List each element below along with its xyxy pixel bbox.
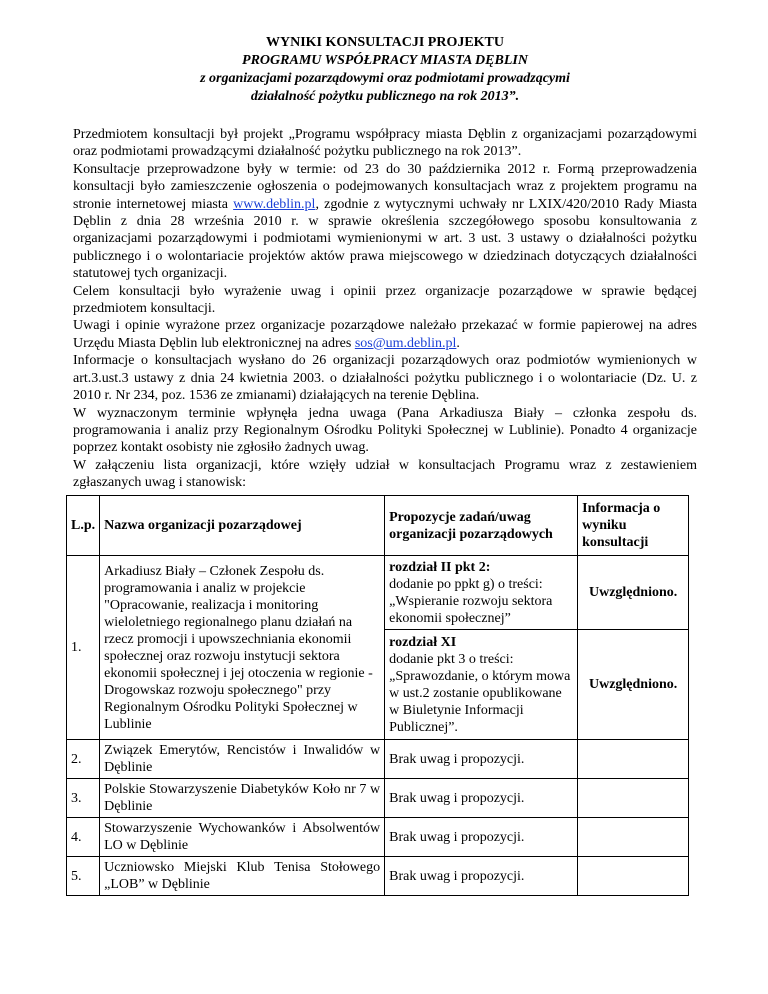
row1-proposal-1-text: dodanie po ppkt g) o treści: „Wspieranie rozwoju sektora ekonomii społecznej” bbox=[389, 576, 553, 626]
table-row bbox=[67, 556, 689, 630]
row1-lp: 1. bbox=[67, 556, 100, 740]
row-organization: Polskie Stowarzyszenie Diabetyków Koło nr 7 w Dęblinie bbox=[100, 779, 385, 818]
header-subtitle-line4: działalność pożytku publicznego na rok 2013”. bbox=[250, 89, 520, 104]
paragraph-information: Informacje o konsultacjach wysłano do 26 organizacji pozarządowych oraz podmiotów wymienionych w art.3.ust.3 ustawy z dnia 24 kwietnia 2003. o działalności pożytku publicznego i o wolontariacie (Dz. U. z 2010 r. Nr 234, poz. 1536 ze zmianami) działających na terenie Dęblina. bbox=[73, 353, 697, 404]
header-lp: L.p. bbox=[67, 496, 100, 556]
header-result: Informacja o wyniku konsultacji bbox=[578, 496, 689, 556]
row-organization: Stowarzyszenie Wychowanków i Absolwentów LO w Dęblinie bbox=[100, 818, 385, 857]
header-subtitle: PROGRAMU WSPÓŁPRACY MIASTA DĘBLIN bbox=[242, 53, 528, 68]
row-result bbox=[578, 740, 689, 779]
document-page bbox=[73, 34, 697, 492]
row1-organization: Arkadiusz Biały – Członek Zespołu ds. programowania i analiz w projekcie "Opracowanie, realizacja i monitoring wieloletniego regionalnego planu działań na rzecz promocji i upowszechniania ekonomii społecznej oraz rozwoju instytucji sektora ekonomii społecznej i jej otoczenia w regionie - Drogowskaz rozwoju społecznego" przy Regionalnym Ośrodku Polityki Społecznej w Lublinie bbox=[100, 556, 385, 740]
row1-proposal-2-title: rozdział XI bbox=[389, 634, 457, 650]
results-table bbox=[66, 495, 689, 896]
document-header bbox=[73, 34, 697, 106]
row-organization: Uczniowsko Miejski Klub Tenisa Stołowego „LOB” w Dęblinie bbox=[100, 857, 385, 896]
website-link[interactable]: www.deblin.pl bbox=[233, 196, 316, 212]
paragraph-submission bbox=[73, 317, 697, 352]
table-row bbox=[67, 779, 689, 818]
table-row bbox=[67, 740, 689, 779]
row1-proposal-1-title: rozdział II pkt 2: bbox=[389, 559, 491, 575]
row-result bbox=[578, 818, 689, 857]
row-proposal: Brak uwag i propozycji. bbox=[385, 818, 578, 857]
paragraph-dates bbox=[73, 161, 697, 283]
table-row bbox=[67, 818, 689, 857]
header-organization: Nazwa organizacji pozarządowej bbox=[100, 496, 385, 556]
paragraph-purpose: Celem konsultacji było wyrażenie uwag i opinii przez organizacje pozarządowe w sprawie będącej przedmiotem konsultacji. bbox=[73, 283, 697, 317]
header-title: WYNIKI KONSULTACJI PROJEKTU bbox=[265, 35, 505, 50]
paragraph-submission-text-b: . bbox=[456, 335, 460, 351]
row-lp: 2. bbox=[67, 740, 100, 779]
header-subtitle-line3: z organizacjami pozarządowymi oraz podmiotami prowadzącymi bbox=[200, 71, 570, 86]
row1-result-2: Uwzględniono. bbox=[578, 630, 689, 740]
row-lp: 3. bbox=[67, 779, 100, 818]
paragraph-dates-text-a: Konsultacje przeprowadzone były w termie: od 23 do 30 października 2012 r. Formą przeprowadzenia konsultacji było zamieszczenie ogłoszenia o podejmowanych konsultacjach wraz z projektem programu na stronie internetowej miasta bbox=[73, 161, 697, 212]
row-result bbox=[578, 779, 689, 818]
paragraph-attachment: W załączeniu lista organizacji, które wzięły udział w konsultacjach Programu wraz z zestawieniem zgłaszanych uwag i stanowisk: bbox=[73, 457, 697, 491]
row-organization: Związek Emerytów, Rencistów i Inwalidów w Dęblinie bbox=[100, 740, 385, 779]
paragraph-subject: Przedmiotem konsultacji był projekt „Programu współpracy miasta Dęblin z organizacjami pozarządowymi oraz podmiotami prowadzącymi działalność pożytku publicznego na rok 2013”. bbox=[73, 127, 697, 160]
row-proposal: Brak uwag i propozycji. bbox=[385, 779, 578, 818]
row-lp: 4. bbox=[67, 818, 100, 857]
row1-proposal-2 bbox=[385, 630, 578, 740]
table-header-row bbox=[67, 496, 689, 556]
document-body bbox=[73, 126, 697, 492]
row-result bbox=[578, 857, 689, 896]
paragraph-submission-text-a: Uwagi i opinie wyrażone przez organizacje pozarządowe należało przekazać w formie papierowej na adres Urzędu Miasta Dęblin lub elektronicznej na adres bbox=[73, 318, 697, 351]
row-proposal: Brak uwag i propozycji. bbox=[385, 740, 578, 779]
row-proposal: Brak uwag i propozycji. bbox=[385, 857, 578, 896]
row1-proposal-2-text: dodanie pkt 3 o treści: „Sprawozdanie, o którym mowa w ust.2 zostanie opublikowane w Biuletynie Informacji Publicznej”. bbox=[389, 651, 571, 735]
row1-result-1: Uwzględniono. bbox=[578, 556, 689, 630]
table-row bbox=[67, 857, 689, 896]
paragraph-dates-text-b: , zgodnie z wytycznymi uchwały nr LXIX/420/2010 Rady Miasta Dęblin z dnia 28 września 2010 r. w sprawie określenia szczegółowego sposobu konsultowania z organizacjami pozarządowymi i podmiotami wymienionymi w art. 3 ust. 3 ustawy o działalności pożytku publicznego i o wolontariacie projektów aktów prawa miejscowego w dziedzinach dotyczących działalności statutowej tych organizacji. bbox=[73, 196, 698, 282]
row-lp: 5. bbox=[67, 857, 100, 896]
header-proposals: Propozycje zadań/uwag organizacji pozarządowych bbox=[385, 496, 578, 556]
row1-proposal-1 bbox=[385, 556, 578, 630]
paragraph-remarks: W wyznaczonym terminie wpłynęła jedna uwaga (Pana Arkadiusza Biały – członka zespołu ds. programowania i analiz przy Regionalnym Ośrodku Polityki Społecznej w Lublinie). Ponadto 4 organizacje poprzez kontakt osobisty nie zgłosiło żadnych uwag. bbox=[73, 405, 697, 456]
email-link[interactable]: sos@um.deblin.pl bbox=[354, 335, 457, 351]
